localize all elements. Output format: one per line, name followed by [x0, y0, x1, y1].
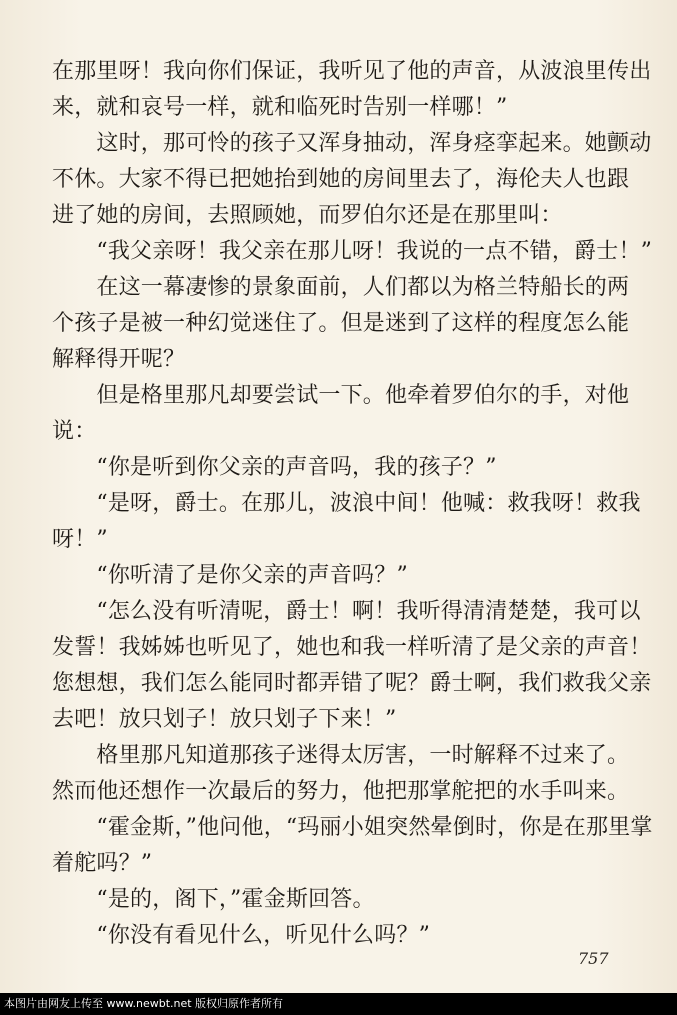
text-line: 个孩子是被一种幻觉迷住了。但是迷到了这样的程度怎么能 — [52, 311, 630, 336]
text-line: 进了她的房间，去照顾她，而罗伯尔还是在那里叫： — [52, 203, 563, 228]
text-line: 在那里呀！我向你们保证，我听见了他的声音，从波浪里传出 — [52, 59, 652, 84]
text-line: 着舵吗？” — [52, 851, 153, 876]
text-line: “你没有看见什么，听见什么吗？” — [52, 923, 431, 948]
text-line: 来，就和哀号一样，就和临死时告别一样哪！” — [52, 95, 508, 120]
text-line: 在这一幕凄惨的景象面前，人们都以为格兰特船长的两 — [52, 275, 630, 300]
text-line: 发誓！我姊姊也听见了，她也和我一样听清了是父亲的声音！ — [52, 635, 652, 660]
text-line: 这时，那可怜的孩子又浑身抽动，浑身痉挛起来。她颤动 — [52, 131, 652, 156]
text-line: 呀！” — [52, 527, 108, 552]
text-line: 但是格里那凡却要尝试一下。他牵着罗伯尔的手，对他 — [52, 383, 630, 408]
text-line: 您想想，我们怎么能同时都弄错了呢？爵士啊，我们救我父亲 — [52, 671, 652, 696]
text-line: “你听清了是你父亲的声音吗？” — [52, 563, 408, 588]
text-line: 格里那凡知道那孩子迷得太厉害，一时解释不过来了。 — [52, 743, 630, 768]
text-line: 不休。大家不得已把她抬到她的房间里去了，海伦夫人也跟 — [52, 167, 630, 192]
text-line: 解释得开呢？ — [52, 347, 186, 372]
watermark-footer: 本图片由网友上传至 www.newbt.net 版权归原作者所有 — [0, 993, 677, 1015]
page-number: 757 — [578, 949, 609, 968]
text-line: “你是听到你父亲的声音吗，我的孩子？” — [52, 455, 497, 480]
text-line: 去吧！放只划子！放只划子下来！” — [52, 707, 397, 732]
text-line: “怎么没有听清呢，爵士！啊！我听得清清楚楚，我可以 — [52, 599, 641, 624]
text-line: “是呀，爵士。在那儿，波浪中间！他喊：救我呀！救我 — [52, 491, 641, 516]
text-line: 说： — [52, 419, 97, 444]
text-line: “我父亲呀！我父亲在那儿呀！我说的一点不错，爵士！” — [52, 239, 653, 264]
text-line: “是的，阁下，”霍金斯回答。 — [52, 887, 375, 912]
text-line: 然而他还想作一次最后的努力，他把那掌舵把的水手叫来。 — [52, 779, 630, 804]
text-line: “霍金斯，”他问他，“玛丽小姐突然晕倒时，你是在那里掌 — [52, 815, 653, 840]
